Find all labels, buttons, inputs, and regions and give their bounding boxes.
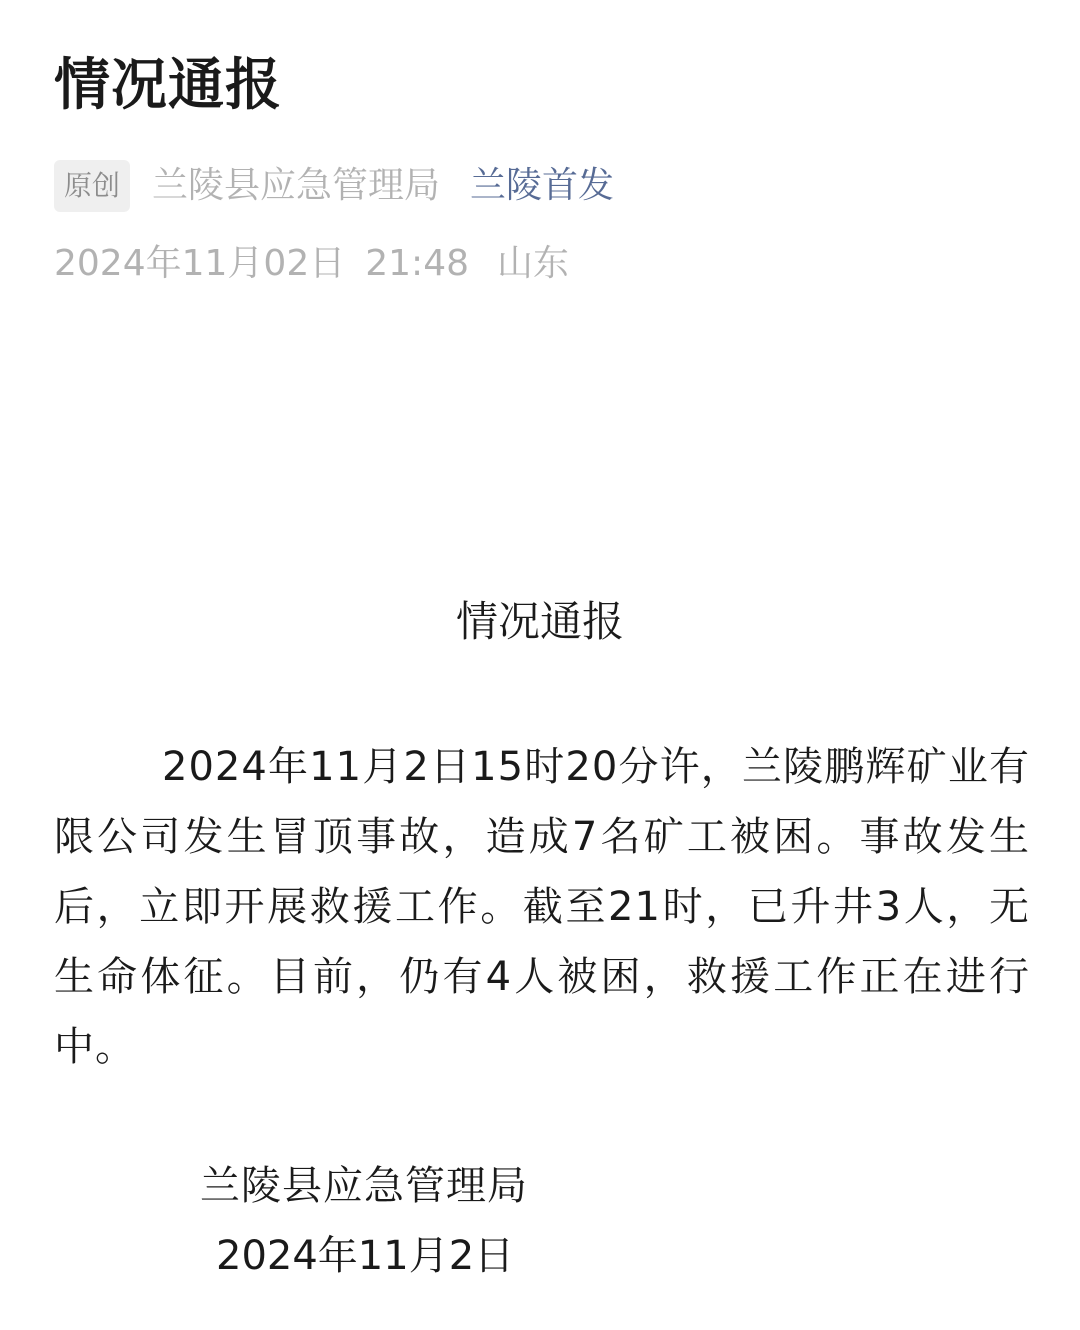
- publish-location: 山东: [497, 243, 570, 284]
- publish-info: [54, 238, 569, 290]
- original-badge: 原创: [54, 160, 130, 212]
- publish-time: 21:48: [365, 243, 469, 284]
- article-meta: [54, 160, 614, 212]
- account-name-link[interactable]: 兰陵首发: [470, 165, 615, 206]
- signature-organization: 兰陵县应急管理局: [200, 1163, 528, 1209]
- article-title: 情况通报: [54, 53, 282, 118]
- notice-heading: 情况通报: [455, 597, 624, 646]
- notice-body: 2024年11月2日15时20分许，兰陵鹏辉矿业有限公司发生冒顶事故，造成7名矿工被困。事故发生后，立即开展救援工作。截至21时，已升井3人，无生命体征。目前，仍有4人被困，救援工作正在进行中。: [54, 744, 1030, 1070]
- publish-date: 2024年11月02日: [54, 243, 346, 284]
- author-name: 兰陵县应急管理局: [152, 165, 441, 206]
- signature-date: 2024年11月2日: [216, 1233, 515, 1279]
